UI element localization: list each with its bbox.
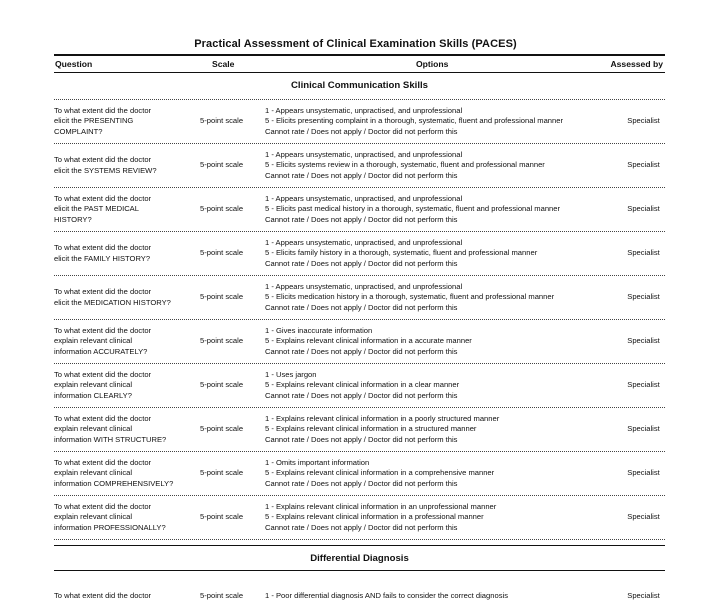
question-cell — [54, 100, 194, 143]
column-header-scale: Scale — [212, 59, 235, 69]
scale-cell — [200, 571, 252, 601]
section-rows-differential — [54, 571, 665, 601]
options-text: 1 - Appears unsystematic, unpractised, and unprofessional 5 - Elicits past medical history in a thorough, systematic, fluent and professional manner Cannot rate / Does not apply / Doctor did not perform this — [265, 194, 561, 224]
scale-text: 5-point scale — [200, 380, 244, 390]
section-end-rule — [54, 539, 665, 540]
question-text: To what extent did the doctor explain relevant clinical information CLEARLY? — [54, 370, 152, 400]
options-text: 1 - Appears unsystematic, unpractised, and unprofessional 5 - Elicits family history in a thorough, systematic, fluent and professional manner Cannot rate / Does not apply / Doctor did not perform this — [265, 238, 538, 268]
question-cell — [54, 408, 194, 451]
scale-text: 5-point scale — [200, 116, 244, 126]
scale-cell — [200, 408, 252, 451]
options-cell — [265, 188, 620, 231]
table-row — [54, 99, 665, 143]
options-text: 1 - Appears unsystematic, unpractised, and unprofessional 5 - Elicits medication history in a thorough, systematic, fluent and professional manner Cannot rate / Does not apply / Doctor did not perform this — [265, 282, 555, 312]
assessed-by-cell — [622, 364, 665, 407]
table-row — [54, 187, 665, 231]
options-text: 1 - Uses jargon 5 - Explains relevant clinical information in a clear manner Cannot rate / Does not apply / Doctor did not perform this — [265, 370, 460, 400]
assessed-by-cell — [622, 232, 665, 275]
scale-text: 5-point scale — [200, 292, 244, 302]
options-cell — [265, 452, 620, 495]
assessment-table — [54, 54, 665, 601]
scale-cell — [200, 100, 252, 143]
scale-text: 5-point scale — [200, 160, 244, 170]
scale-cell — [200, 188, 252, 231]
question-text: To what extent did the doctor elicit the FAMILY HISTORY? — [54, 243, 152, 263]
scale-text: 5-point scale — [200, 590, 244, 600]
assessed-by-text: Specialist — [627, 336, 660, 346]
table-row — [54, 275, 665, 319]
question-text: To what extent did the doctor explain relevant clinical information COMPREHENSIVELY? — [54, 458, 174, 488]
options-cell — [265, 496, 620, 539]
scale-text: 5-point scale — [200, 336, 244, 346]
scale-text: 5-point scale — [200, 424, 244, 434]
options-cell — [265, 144, 620, 187]
question-text: To what extent did the doctor explain relevant clinical information PROFESSIONALLY? — [54, 502, 166, 532]
scale-cell — [200, 320, 252, 363]
document-title: Practical Assessment of Clinical Examination Skills (PACES) — [194, 38, 517, 50]
question-text: To what extent did the doctor elicit the PRESENTING COMPLAINT? — [54, 106, 152, 136]
table-row — [54, 363, 665, 407]
question-text: To what extent did the doctor elicit the MEDICATION HISTORY? — [54, 287, 171, 307]
section-title-differential: Differential Diagnosis — [54, 545, 665, 571]
assessed-by-text: Specialist — [627, 380, 660, 390]
column-header-assessed-by: Assessed by — [610, 59, 663, 69]
assessed-by-cell — [622, 496, 665, 539]
scale-cell — [200, 144, 252, 187]
scale-cell — [200, 232, 252, 275]
question-cell — [54, 188, 194, 231]
scale-text: 5-point scale — [200, 512, 244, 522]
table-header — [54, 54, 665, 73]
assessed-by-text: Specialist — [627, 204, 660, 214]
section-rows-communication — [54, 99, 665, 539]
assessed-by-cell — [622, 100, 665, 143]
assessed-by-text: Specialist — [627, 590, 660, 600]
assessed-by-cell — [622, 276, 665, 319]
question-text: To what extent did the doctor explain relevant clinical information ACCURATELY? — [54, 326, 152, 356]
table-row — [54, 231, 665, 275]
question-cell — [54, 232, 194, 275]
options-text: 1 - Omits important information 5 - Explains relevant clinical information in a comprehensive manner Cannot rate / Does not apply / Doctor did not perform this — [265, 458, 495, 488]
options-cell — [265, 408, 620, 451]
assessed-by-text: Specialist — [627, 512, 660, 522]
assessed-by-cell — [622, 188, 665, 231]
assessed-by-cell — [622, 320, 665, 363]
column-header-question: Question — [55, 59, 93, 69]
section-title-communication: Clinical Communication Skills — [290, 80, 428, 91]
options-cell — [265, 571, 620, 601]
options-cell — [265, 100, 620, 143]
scale-text: 5-point scale — [200, 468, 244, 478]
table-row — [54, 319, 665, 363]
scale-text: 5-point scale — [200, 248, 244, 258]
question-text: To what extent did the doctor — [54, 590, 152, 600]
options-text: 1 - Explains relevant clinical information in an unprofessional manner 5 - Explains relevant clinical information in a professional manner Cannot rate / Does not apply / Doctor did not perform this — [265, 502, 497, 532]
assessed-by-cell — [622, 452, 665, 495]
column-header-options: Options — [416, 59, 449, 69]
question-cell — [54, 452, 194, 495]
options-cell — [265, 364, 620, 407]
options-cell — [265, 320, 620, 363]
assessed-by-cell — [622, 571, 665, 601]
question-cell — [54, 364, 194, 407]
options-text: 1 - Explains relevant clinical information in a poorly structured manner 5 - Explains relevant clinical information in a structured manner Cannot rate / Does not apply / Doctor did not perform this — [265, 414, 500, 444]
table-row — [54, 143, 665, 187]
options-text: 1 - Appears unsystematic, unpractised, and unprofessional 5 - Elicits systems review in a thorough, systematic, fluent and professional manner Cannot rate / Does not apply / Doctor did not perform this — [265, 150, 545, 180]
options-text: 1 - Gives inaccurate information 5 - Explains relevant clinical information in a accurate manner Cannot rate / Does not apply / Doctor did not perform this — [265, 326, 472, 356]
question-cell — [54, 496, 194, 539]
table-row — [54, 495, 665, 539]
question-cell — [54, 144, 194, 187]
scale-cell — [200, 452, 252, 495]
assessed-by-text: Specialist — [627, 248, 660, 258]
options-cell — [265, 232, 620, 275]
scale-cell — [200, 276, 252, 319]
assessed-by-cell — [622, 408, 665, 451]
question-text: To what extent did the doctor elicit the SYSTEMS REVIEW? — [54, 155, 157, 175]
table-row — [54, 407, 665, 451]
question-cell — [54, 276, 194, 319]
scale-text: 5-point scale — [200, 204, 244, 214]
assessed-by-text: Specialist — [627, 468, 660, 478]
scale-cell — [200, 364, 252, 407]
question-cell — [54, 320, 194, 363]
question-text: To what extent did the doctor explain relevant clinical information WITH STRUCTURE? — [54, 414, 167, 444]
assessed-by-text: Specialist — [627, 292, 660, 302]
assessed-by-text: Specialist — [627, 116, 660, 126]
scale-cell — [200, 496, 252, 539]
options-text: 1 - Appears unsystematic, unpractised, and unprofessional 5 - Elicits presenting complaint in a thorough, systematic, fluent and professional manner Cannot rate / Does not apply / Doctor did not perform this — [265, 106, 563, 136]
assessed-by-cell — [622, 144, 665, 187]
options-cell — [265, 276, 620, 319]
assessed-by-text: Specialist — [627, 160, 660, 170]
assessed-by-text: Specialist — [627, 424, 660, 434]
options-text: 1 - Poor differential diagnosis AND fails to consider the correct diagnosis — [265, 590, 508, 600]
table-row — [54, 451, 665, 495]
table-row — [54, 571, 665, 601]
question-cell — [54, 571, 194, 601]
question-text: To what extent did the doctor elicit the PAST MEDICAL HISTORY? — [54, 194, 152, 224]
